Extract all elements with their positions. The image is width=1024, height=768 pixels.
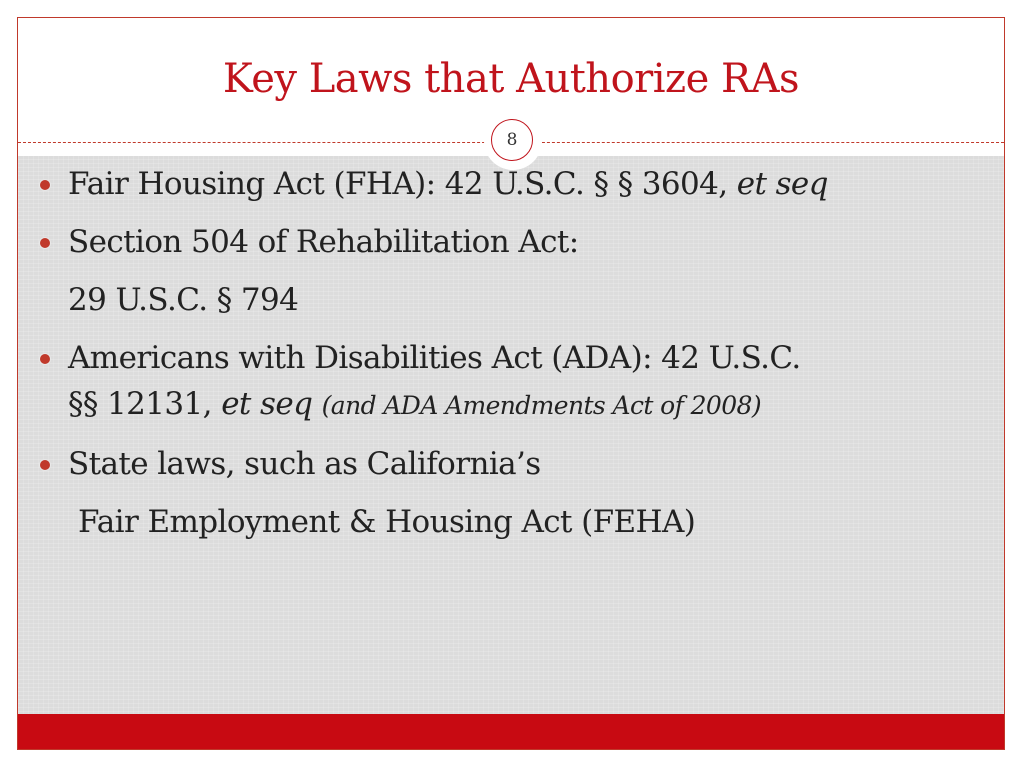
bullet-text: Fair Employment & Housing Act (FEHA) [78, 504, 696, 540]
bullet-text: Section 504 of Rehabilitation Act: [68, 224, 579, 260]
bullet-item-ada [18, 338, 1004, 426]
bullet-line [68, 222, 1004, 262]
bullet-text: 29 U.S.C. § 794 [68, 282, 299, 318]
bottom-bar [18, 714, 1004, 749]
bullet-italic-text: et seq [736, 166, 828, 202]
slide [17, 17, 1005, 750]
bullet-item-state-laws [18, 444, 1004, 542]
bullet-text: Fair Housing Act (FHA): 42 U.S.C. § § 3604, [68, 166, 737, 202]
bullet-line [68, 384, 1004, 426]
bullet-item-fha [18, 164, 1004, 204]
bullet-line [68, 164, 1004, 204]
page-number: 8 [491, 119, 533, 161]
bullet-line [68, 280, 1004, 320]
bullet-dot-icon [39, 179, 51, 191]
bullet-dot-icon [39, 459, 51, 471]
bullet-line [68, 502, 1004, 542]
bullet-line [68, 338, 1004, 378]
page-number-badge [486, 114, 540, 168]
bullet-dot-icon [39, 237, 51, 249]
bullet-dot-icon [39, 353, 51, 365]
bullet-italic-text: et seq [221, 386, 313, 422]
bullet-text: §§ 12131, [68, 386, 222, 422]
bullet-note: (and ADA Amendments Act of 2008) [321, 391, 761, 420]
bullet-line [68, 444, 1004, 484]
bullet-text: State laws, such as California’s [68, 446, 541, 482]
bullet-text: Americans with Disabilities Act (ADA): 42 U.S.C. [68, 340, 801, 376]
slide-title: Key Laws that Authorize RAs [222, 56, 800, 102]
bullet-item-section-504 [18, 222, 1004, 320]
bullet-list [18, 164, 1004, 560]
